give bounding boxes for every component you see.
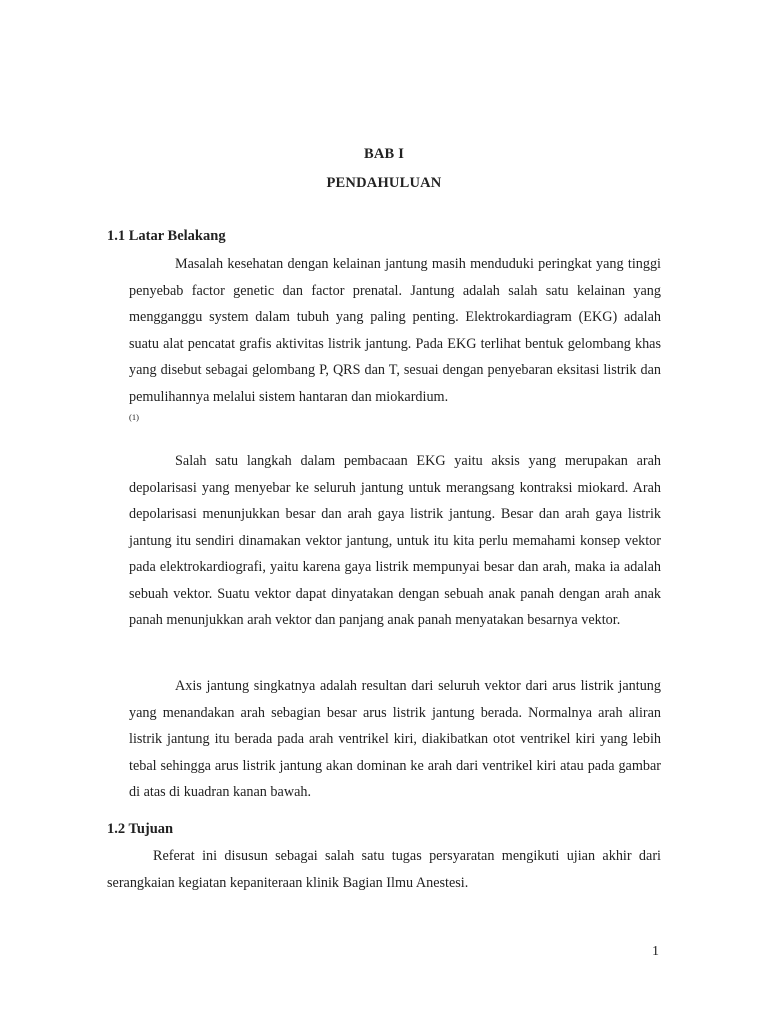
paragraph-tujuan: Referat ini disusun sebagai salah satu tugas persyaratan mengikuti ujian akhir dari serangkaian kegiatan kepaniteraan klinik Bagian Ilmu Anestesi. [107, 848, 661, 891]
paragraph-text: Masalah kesehatan dengan kelainan jantung masih menduduki peringkat yang tinggi penyebab factor genetic dan factor prenatal. Jantung adalah salah satu kelainan yang mengganggu system dalam tubuh yang paling penting. Elektrokardiagram (EKG) adalah suatu alat pencatat grafis aktivitas listrik jantung. Pada EKG terlihat bentuk gelombang khas yang disebut sebagai gelombang P, QRS dan T, sesuai dengan penyebaran eksitasi listrik dan pemulihannya melalui sistem hantaran dan miokardium. [129, 256, 661, 405]
chapter-title: PENDAHULUAN [326, 175, 442, 191]
paragraph-latar-belakang-3: Axis jantung singkatnya adalah resultan dari seluruh vektor dari arus listrik jantung yang menandakan arah sebagian besar arus listrik jantung berada. Normalnya arah aliran listrik jantung itu berada pada arah ventrikel kiri, diakibatkan otot ventrikel kiri yang lebih tebal sehingga arus listrik jantung akan dominan ke arah dari ventrikel kiri atau pada gambar di atas di kuadran kanan bawah. [129, 678, 661, 800]
section-heading-tujuan: 1.2 Tujuan [107, 821, 174, 837]
paragraph-latar-belakang-1 [129, 251, 661, 424]
page-number: 1 [652, 944, 659, 959]
section-heading-latar-belakang: 1.1 Latar Belakang [107, 228, 226, 244]
chapter-number: BAB I [363, 146, 405, 162]
paragraph-latar-belakang-2: Salah satu langkah dalam pembacaan EKG yaitu aksis yang merupakan arah depolarisasi yang menyebar ke seluruh jantung untuk merangsang kontraksi miokard. Arah depolarisasi menunjukkan besar dan arah gaya listrik jantung. Besar dan arah gaya listrik jantung itu sendiri dinamakan vektor jantung, untuk itu kita perlu memahami konsep vektor pada elektrokardiografi, yaitu karena gaya listrik mempunyai besar dan arah, maka ia adalah sebuah vektor. Suatu vektor dapat dinyatakan dengan sebuah anak panah dengan arah anak panah menunjukkan arah vektor dan panjang anak panah menyatakan besarnya vektor. [129, 453, 661, 628]
reference-marker: (1) [129, 412, 139, 422]
